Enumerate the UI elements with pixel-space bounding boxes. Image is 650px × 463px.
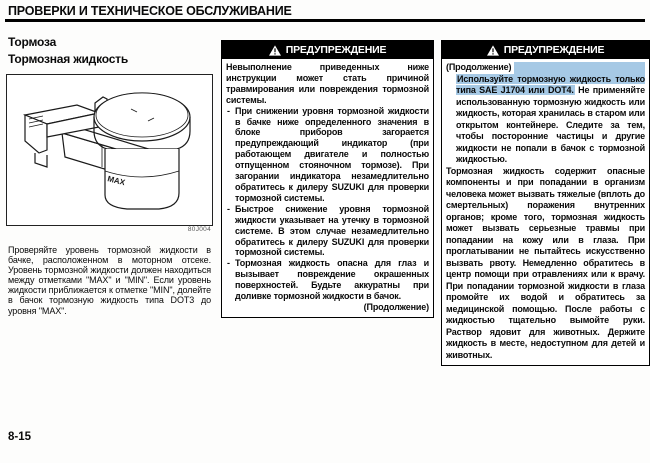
warning-body	[222, 59, 433, 317]
warning-header	[442, 41, 649, 59]
warning-triangle-icon	[487, 45, 499, 56]
subsection-title: Тормозная жидкость	[8, 52, 129, 66]
brake-fluid-reservoir-figure	[6, 74, 213, 226]
header-divider	[5, 19, 645, 22]
body-paragraph: Проверяйте уровень тормозной жидкости в бачке, расположенном в моторном отсеке. Уровень тормозной жидкости должен находиться между отметками "MAX" и "MIN". Если уровень жидкости приближается к отметке "MIN", долейте в бачок тормозную жидкость типа DOT3 до уровня "MAX".	[8, 245, 211, 316]
warning-box-1	[221, 40, 434, 318]
figure-max-label: MAX	[106, 174, 126, 188]
continuation-line	[446, 62, 645, 74]
warning-intro: Невыполнение приведенных ниже инструкции может стать причиной травмирования или повреждения тормозной системы.	[226, 62, 429, 105]
section-title: Тормоза	[8, 35, 57, 49]
reservoir-line-drawing	[7, 75, 210, 223]
highlighted-text: Используйте тормозную жидкость только типа SAE J1704 или DOT4.	[456, 73, 645, 95]
figure-code: 80J004	[187, 226, 211, 233]
page-title: ПРОВЕРКИ И ТЕХНИЧЕСКОЕ ОБСЛУЖИВАНИЕ	[8, 4, 292, 18]
paragraph-continuation: Не применяйте использованную тормозную жидкость или жидкость, которая хранилась в старом или открытом контейнере. Следите за тем, чтобы посторонние частицы и другие жидкости не попали в бачок с тормозной жидкостью.	[456, 85, 645, 164]
section-heading-group	[8, 34, 213, 68]
warning-title: ПРЕДУПРЕЖДЕНИЕ	[285, 44, 387, 56]
warning-bullet: - Быстрое снижение уровня тормозной жидкости указывает на утечку в тормозной системе. В этом случае незамедлительно обратитесь к дилеру SUZUKI для проверки тормозной системы.	[226, 204, 429, 259]
warning-header	[222, 41, 433, 59]
warning-box-2	[441, 40, 650, 366]
warning-body	[442, 59, 649, 365]
warning-bullet: - Тормозная жидкость опасна для глаз и вызывает повреждение окрашенных поверхностей. Будьте аккуратны при доливке тормозной жидкости в бачок.	[226, 258, 429, 302]
warning-paragraph-1	[446, 74, 645, 166]
warning-paragraph-2: Тормозная жидкость содержит опасные компоненты и при попадании в организм человека может вызвать тяжелые (вплоть до смертельных) поражения внутренних органов; кроме того, тормозная жидкость может вызвать серьезные травмы при попадании на кожу или в глаза. При проглатывании не пытайтесь искусственно вызвать рвоту. Немедленно обратитесь в центр помощи при отравлениях или к врачу. При попадании тормозной жидкости в глаза промойте их водой и обратитесь за медицинской помощью. После работы с жидкостью тщательно вымойте руки. Раствор ядовит для животных. Держите жидкость в месте, недоступном для детей и животных.	[446, 165, 645, 360]
warning-triangle-icon	[269, 45, 281, 56]
highlight-filler	[514, 62, 645, 74]
page-number: 8-15	[8, 431, 32, 443]
warning-bullet-list	[226, 106, 429, 302]
continuation-label: (Продолжение)	[446, 62, 512, 72]
warning-bullet: - При снижении уровня тормозной жидкости в бачке ниже определенного значения в блоке приборов загорается предупреждающий индикатор (при работающем двигателе и полностью отпущенном стояночном тормозе). При загорании индикатора незамедлительно обратитесь к дилеру SUZUKI для проверки тормозной системы.	[226, 106, 429, 204]
warning-title: ПРЕДУПРЕЖДЕНИЕ	[503, 44, 605, 56]
continuation-label: (Продолжение)	[363, 301, 429, 312]
